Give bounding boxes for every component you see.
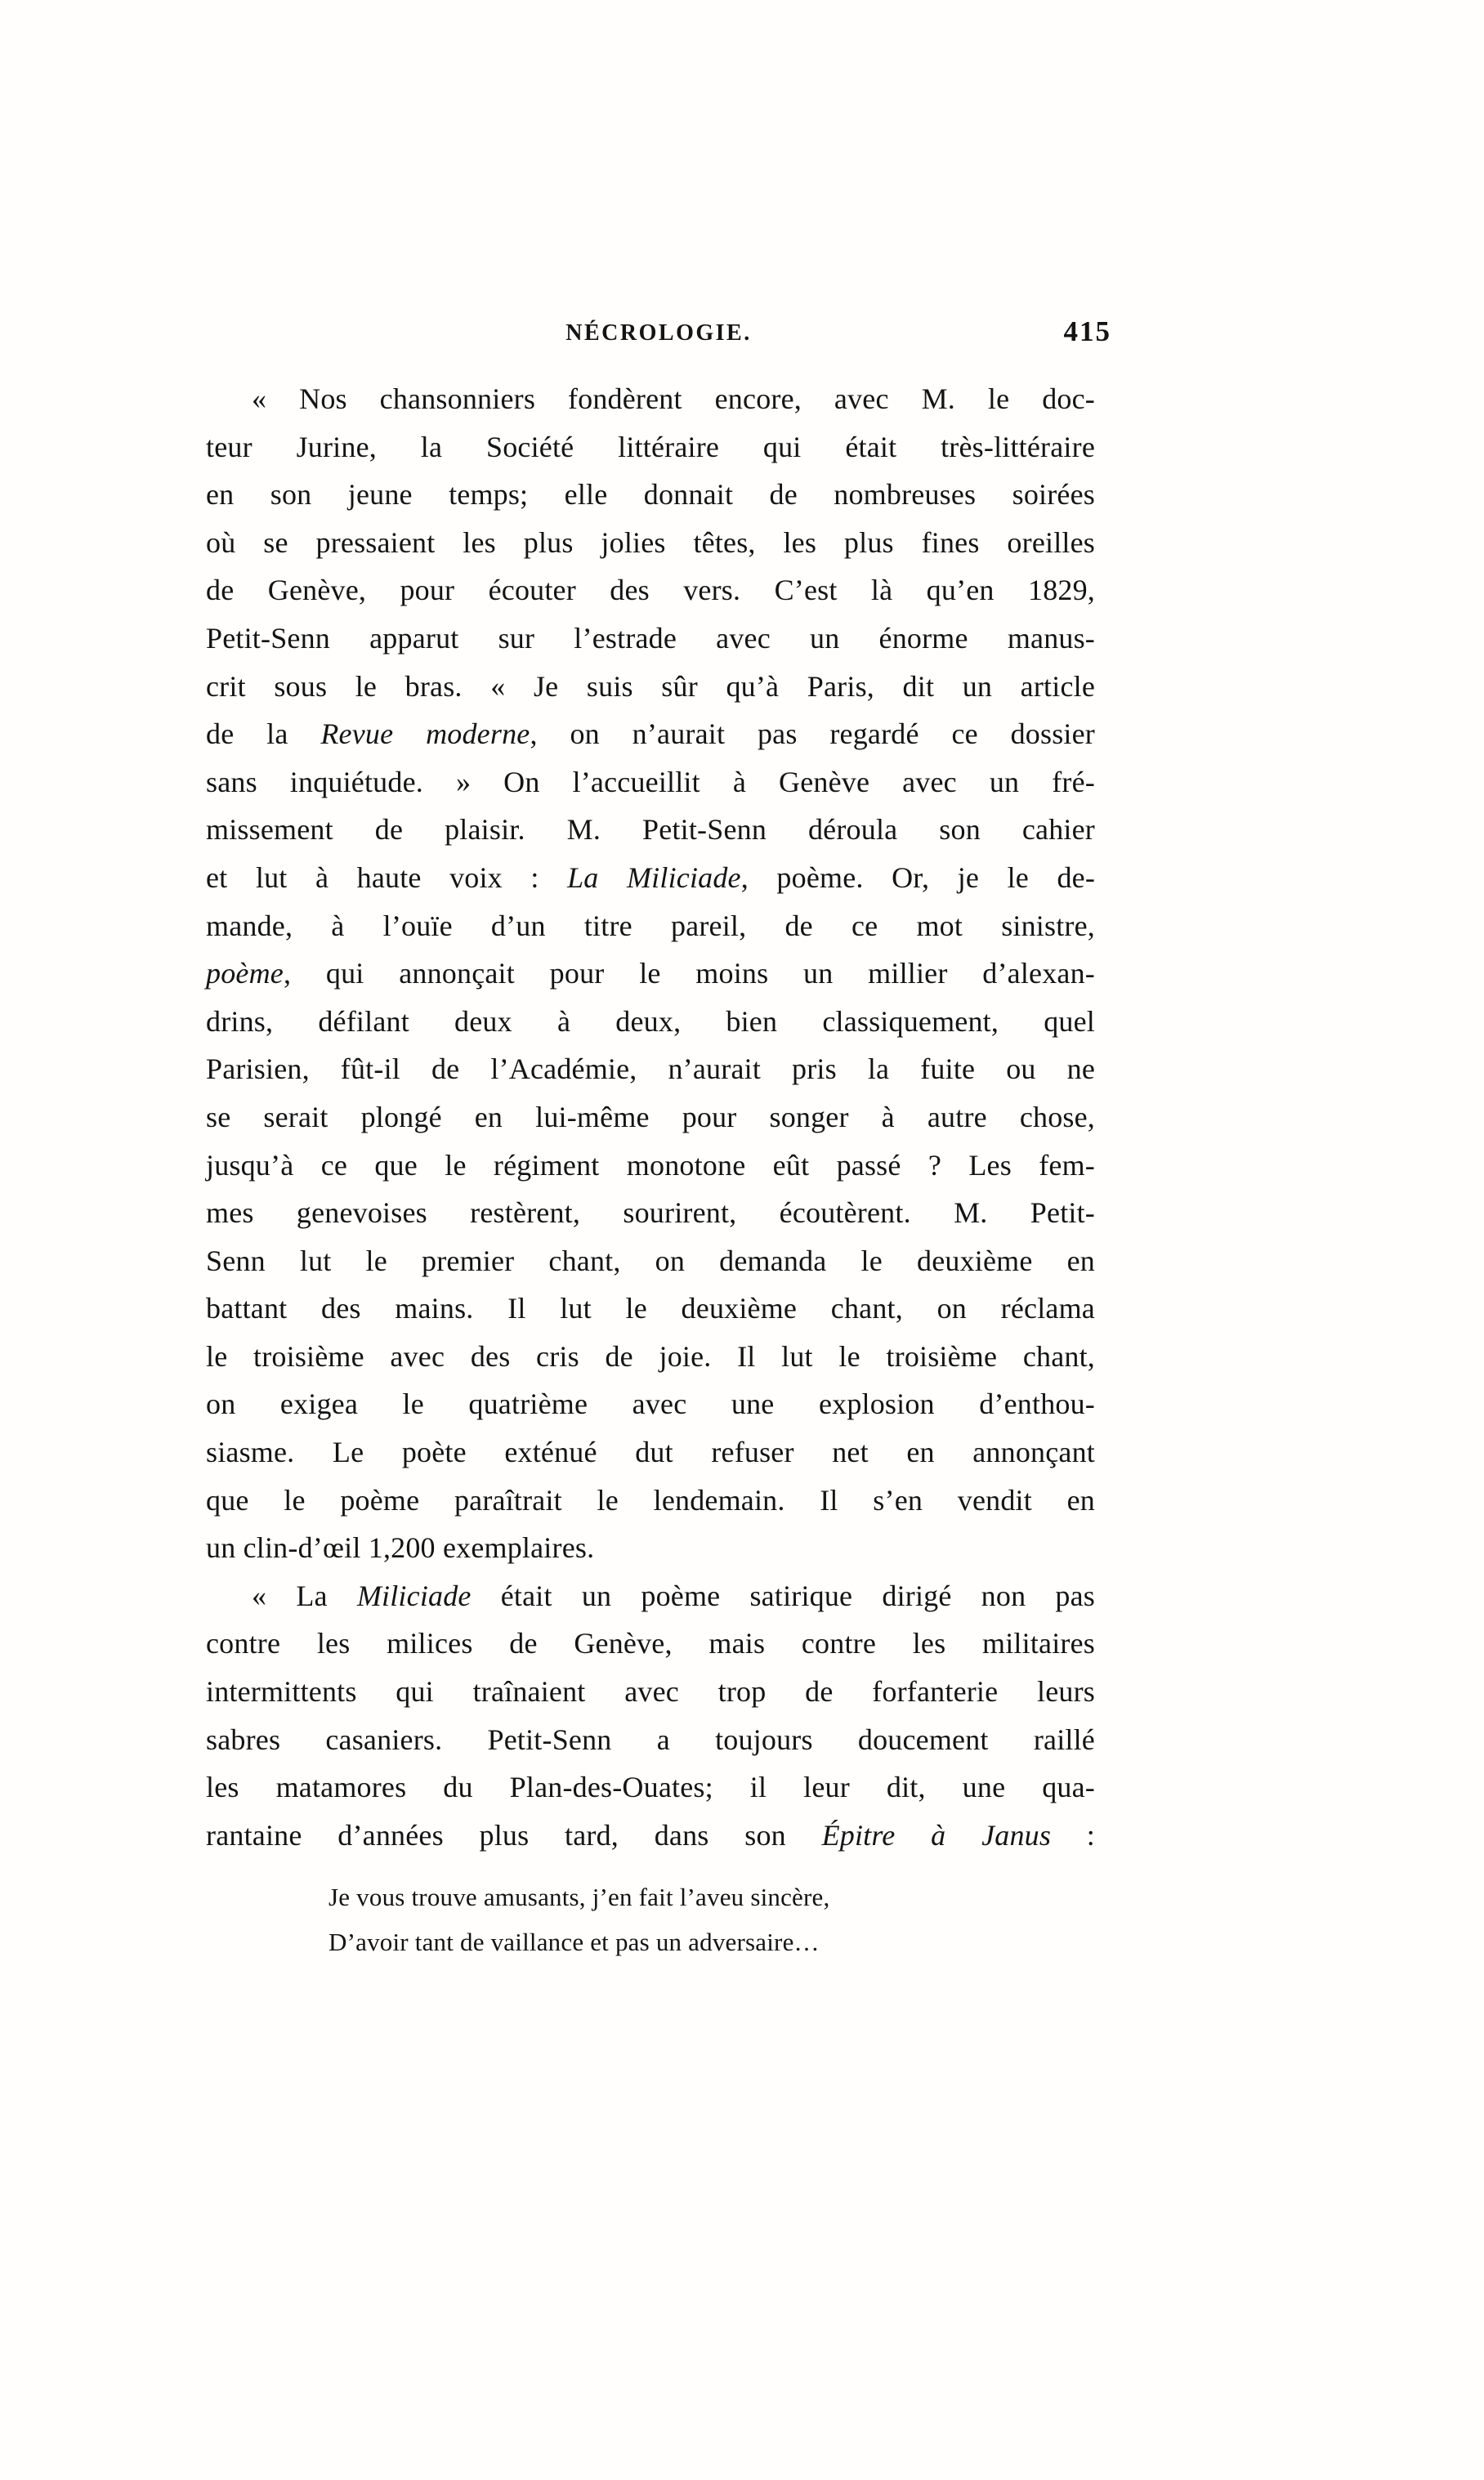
text-line: Parisien, fût-il de l’Académie, n’aurait pris la fuite ou ne <box>206 1052 1095 1086</box>
text-line: sans inquiétude. » On l’accueillit à Genève avec un fré- <box>206 765 1095 798</box>
text-block <box>206 375 1095 1859</box>
text-line: « La Miliciade était un poème satirique dirigé non pas <box>252 1579 1096 1612</box>
text-line: où se pressaient les plus jolies têtes, les plus fines oreilles <box>206 525 1095 559</box>
text-line: les matamores du Plan-des-Ouates; il leur dit, une qua- <box>206 1771 1095 1804</box>
text-line: sabres casaniers. Petit-Senn a toujours doucement raillé <box>206 1723 1095 1756</box>
text-line: Senn lut le premier chant, on demanda le deuxième en <box>206 1244 1095 1277</box>
text-line: en son jeune temps; elle donnait de nombreuses soirées <box>206 478 1095 512</box>
text-line: de la Revue moderne, on n’aurait pas regardé ce dossier <box>206 717 1095 751</box>
text-line: que le poème paraîtrait le lendemain. Il s’en vendit en <box>206 1483 1095 1517</box>
text-line: un clin-d’œil 1,200 exemplaires. <box>206 1531 595 1565</box>
text-line: contre les milices de Genève, mais contre les militaires <box>206 1627 1095 1660</box>
text-line: de Genève, pour écouter des vers. C’est là qu’en 1829, <box>206 574 1095 607</box>
text-line: mes genevoises restèrent, sourirent, écoutèrent. M. Petit- <box>206 1196 1095 1230</box>
verse-quote <box>329 1875 1031 1964</box>
text-line: « Nos chansonniers fondèrent encore, avec M. le doc- <box>252 382 1095 415</box>
verse-line: D’avoir tant de vaillance et pas un adversaire… <box>329 1928 820 1956</box>
text-line: battant des mains. Il lut le deuxième chant, on réclama <box>206 1292 1095 1325</box>
verse-line: Je vous trouve amusants, j’en fait l’aveu sincère, <box>329 1883 830 1911</box>
text-line: mande, à l’ouïe d’un titre pareil, de ce mot sinistre, <box>206 909 1095 942</box>
text-line: et lut à haute voix : La Miliciade, poème. Or, je le de- <box>206 860 1096 894</box>
running-head-title: NÉCROLOGIE. <box>565 320 752 346</box>
text-line: crit sous le bras. « Je suis sûr qu’à Paris, dit un article <box>206 669 1095 703</box>
page-number: 415 <box>1063 315 1111 347</box>
text-line: teur Jurine, la Société littéraire qui était très-littéraire <box>206 430 1095 463</box>
text-line: intermittents qui traînaient avec trop de forfanterie leurs <box>206 1675 1095 1709</box>
text-line: rantaine d’années plus tard, dans son Épitre à Janus : <box>206 1818 1095 1852</box>
text-line: missement de plaisir. M. Petit-Senn déroula son cahier <box>206 813 1095 847</box>
text-line: siasme. Le poète exténué dut refuser net en annonçant <box>206 1436 1095 1469</box>
text-line: jusqu’à ce que le régiment monotone eût passé ? Les fem- <box>206 1148 1095 1182</box>
text-line: le troisième avec des cris de joie. Il lut le troisième chant, <box>206 1339 1095 1373</box>
text-line: drins, défilant deux à deux, bien classiquement, quel <box>206 1004 1095 1038</box>
text-line: on exigea le quatrième avec une explosion d’enthou- <box>206 1387 1095 1421</box>
running-head <box>206 315 1111 351</box>
text-line: Petit-Senn apparut sur l’estrade avec un énorme manus- <box>206 621 1095 655</box>
paragraph <box>206 1572 1095 1860</box>
paragraph <box>206 375 1095 1572</box>
text-line: poème, qui annonçait pour le moins un millier d’alexan- <box>206 957 1095 990</box>
text-line: se serait plongé en lui-même pour songer à autre chose, <box>206 1100 1095 1133</box>
